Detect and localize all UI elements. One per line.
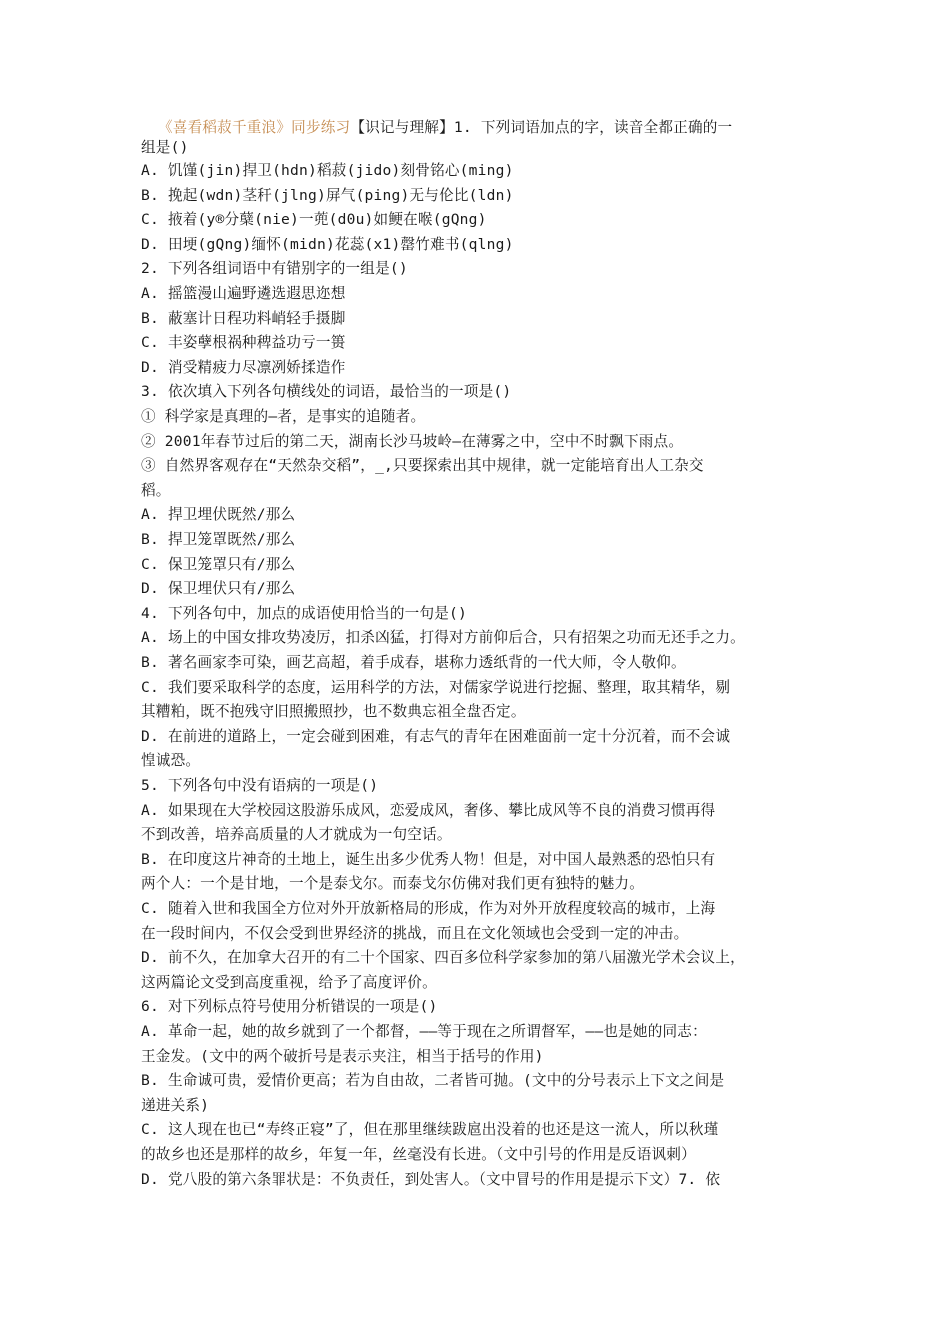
text-line: 的故乡也还是那样的故乡，年复一年，丝毫没有长进。（文中引号的作用是反语讽刺）: [141, 1146, 696, 1163]
question-1-stem: 【识记与理解】1. 下列词语加点的字，读音全都正确的一: [350, 119, 733, 136]
text-line: 在一段时间内，不仅会受到世界经济的挑战，而且在文化领域也会受到一定的冲击。: [141, 924, 689, 942]
text-line: B. 生命诚可贵，爱情价更高；若为自由故，二者皆可抛。(文中的分号表示上下文之间是: [141, 1072, 725, 1090]
text-line: A. 革命一起，她的故乡就到了一个都督，——等于现在之所谓督军，——也是她的同志：: [141, 1023, 707, 1040]
text-line: A. 捍卫埋伏既然/那么: [141, 506, 296, 524]
text-line: D. 保卫埋伏只有/那么: [141, 580, 296, 598]
text-line: 5. 下列各句中没有语病的一项是(): [141, 777, 379, 794]
text-line: D. 田埂(gQng)缅怀(midn)花蕊(x1)罄竹难书(qlng): [141, 235, 514, 253]
document-title: 《喜看稻菽千重浪》同步练习: [158, 119, 351, 136]
text-line: D. 消受精疲力尽凛冽娇揉造作: [141, 358, 346, 376]
text-line: D. 党八股的第六条罪状是：不负责任，到处害人。（文中冒号的作用是提示下文）7. 依: [141, 1170, 721, 1188]
text-line: ③ 自然界客观存在“天然杂交稻”，_,只要探索出其中规律，就一定能培育出人工杂交: [141, 457, 704, 475]
text-line: 4. 下列各句中，加点的成语使用恰当的一句是(): [141, 604, 468, 622]
text-line: ① 科学家是真理的—者，是事实的追随者。: [141, 408, 426, 425]
text-line: 2. 下列各组词语中有错别字的一组是(): [141, 260, 408, 278]
text-line: B. 蔽塞计日程功料峭轻手摄脚: [141, 309, 346, 327]
text-line: B. 挽起(wdn)茎秆(jlng)屏气(ping)无与伦比(ldn): [141, 186, 514, 204]
text-line: 3. 依次填入下列各句横线处的词语，最恰当的一项是(): [141, 383, 512, 401]
text-line: D. 前不久，在加拿大召开的有二十个国家、四百多位科学家参加的第八届激光学术会议上，: [141, 949, 745, 967]
text-line: 递进关系): [141, 1096, 210, 1114]
text-line: 其糟粕，既不抱残守旧照搬照抄，也不数典忘祖全盘否定。: [141, 703, 526, 721]
text-line: D. 在前进的道路上，一定会碰到困难，有志气的青年在困难面前一定十分沉着，而不会诚: [141, 727, 731, 745]
text-line: B. 在印度这片神奇的土地上，诞生出多少优秀人物！但是，对中国人最熟悉的恐怕只有: [141, 850, 716, 868]
text-line: 两个人：一个是甘地，一个是泰戈尔。而泰戈尔仿佛对我们更有独特的魅力。: [141, 875, 644, 893]
text-line: B. 捍卫笼罩既然/那么: [141, 531, 296, 548]
text-line: A. 场上的中国女排攻势凌厉，扣杀凶猛，打得对方前仰后合，只有招架之功而无还手之力。: [141, 629, 745, 647]
text-line: C. 我们要采取科学的态度，运用科学的方法，对儒家学说进行挖掘、整理，取其精华，剔: [141, 678, 731, 696]
title-line: [158, 118, 732, 138]
question-1-stem-cont: 组是(): [141, 139, 189, 156]
text-line: 稻。: [141, 481, 171, 499]
text-line: A. 如果现在大学校园这股游乐成风，恋爱成风，奢侈、攀比成风等不良的消费习惯再得: [141, 801, 716, 819]
text-line: 王金发。(文中的两个破折号是表示夹注，相当于括号的作用): [141, 1047, 544, 1065]
text-line: C. 掖着(y®分蘖(nie)一蔸(d0u)如鲠在喉(gQng): [141, 211, 487, 229]
text-line: C. 这人现在也已“寿终正寝”了，但在那里继续跋扈出没着的也还是这一流人，所以秋瑾: [141, 1121, 719, 1139]
text-line: 6. 对下列标点符号使用分析错误的一项是(): [141, 998, 438, 1016]
text-line: C. 保卫笼罩只有/那么: [141, 555, 296, 573]
text-line: 惶诚恐。: [141, 752, 201, 770]
text-line: 不到改善，培养高质量的人才就成为一句空话。: [141, 826, 452, 844]
text-line: A. 摇篮漫山遍野遴选遐思迩想: [141, 285, 346, 302]
text-line: A. 饥馑(jin)捍卫(hdn)稻菽(jido)刻骨铭心(ming): [141, 162, 514, 179]
text-line: C. 随着入世和我国全方位对外开放新格局的形成，作为对外开放程度较高的城市，上海: [141, 900, 716, 917]
text-line: C. 丰姿孽根祸种稗益功亏一篑: [141, 334, 346, 352]
text-line: 这两篇论文受到高度重视，给予了高度评价。: [141, 973, 437, 991]
text-line: ② 2001年春节过后的第二天，湖南长沙马坡岭—在薄雾之中，空中不时飘下雨点。: [141, 432, 684, 450]
text-line: B. 著名画家李可染，画艺高超，着手成春，堪称力透纸背的一代大师，令人敬仰。: [141, 654, 686, 671]
